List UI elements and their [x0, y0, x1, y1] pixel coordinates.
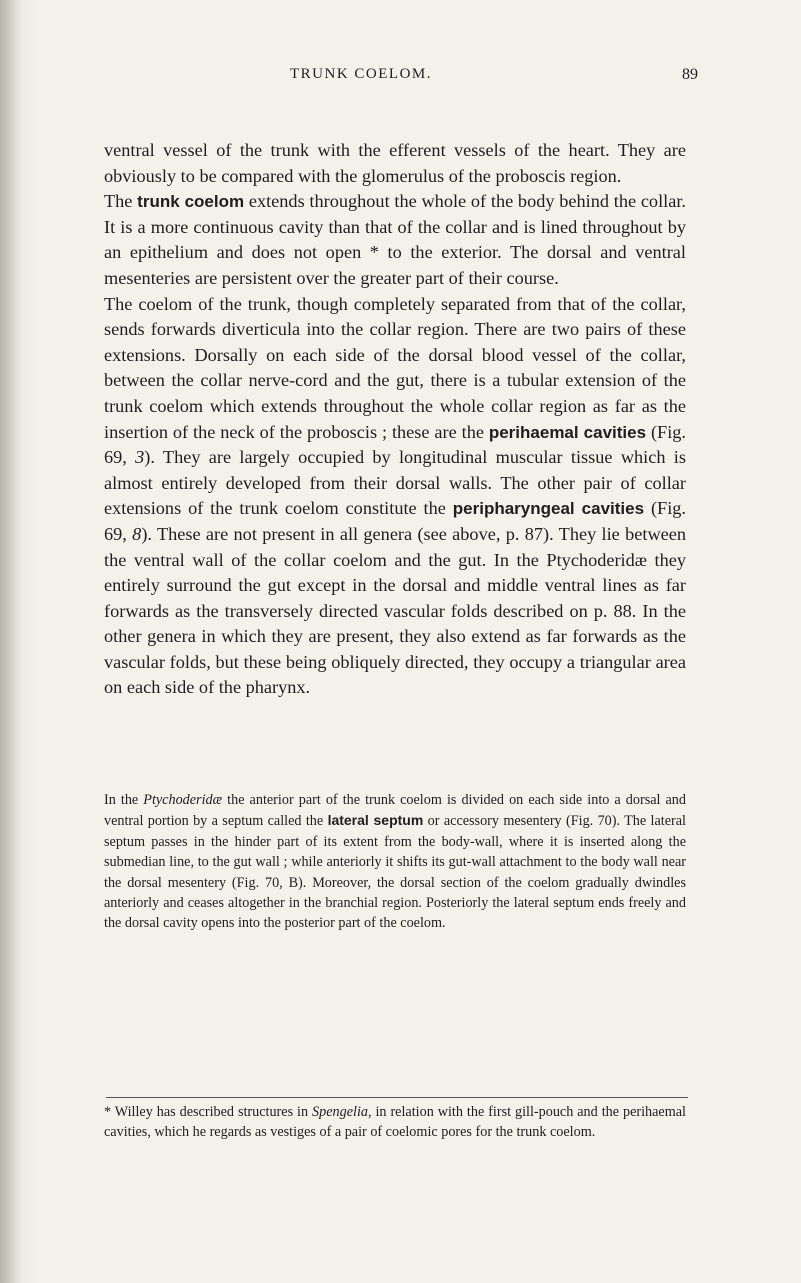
page-header: [0, 66, 801, 90]
footnote-divider: [106, 1097, 688, 1098]
term-lateral-septum: lateral septum: [327, 812, 424, 829]
paragraph-3-text-e: ). These are not present in all genera (see above, p. 87). They lie between the ventral wall of the collar coelom and the gut. In the Ptychoderidæ they entirely surround the gut except in the dorsal and middle ventral lines as far forwards as the transversely directed vascular folds described on p. 88. In the other genera in which they are present, they also extend as far forwards as the vascular folds, but these being obliquely directed, they occupy a triangular area on each side of the pharynx.: [104, 523, 687, 698]
small-print-section: [104, 790, 686, 934]
paragraph-1: ventral vessel of the trunk with the efferent vessels of the heart. They are obviously to be compared with the glomerulus of the proboscis region.: [104, 140, 686, 186]
binding-shadow: [0, 0, 22, 1283]
taxon-name: Ptychoderidæ: [143, 792, 223, 808]
figure-ref-3: 3: [135, 447, 145, 468]
term-perihaemal-cavities: perihaemal cavities: [488, 422, 647, 442]
small-text-c: or accessory mesentery (Fig. 70). The lateral septum passes in the hinder part of its extent from the body-wall, where it is inserted along the submedian line, to the gut wall ; while anteriorly it shifts its gut-wall attachment to the body wall near the dorsal mesentery (Fig. 70, B). Moreover, the dorsal section of the coelom gradually dwindles anteriorly and ceases altogether in the branchial region. Posteriorly the lateral septum ends freely and the dorsal cavity opens into the posterior part of the coelom.: [104, 813, 686, 932]
paragraph-2: [104, 189, 686, 291]
paragraph-3-text-b: (Fig. 69,: [104, 421, 686, 468]
paragraph-2-text-b: extends throughout the whole of the body behind the collar. It is a more continuous cavity than that of the collar and is lined throughout by an epithelium and does not open * to the exterior. The dorsal and ventral mesenteries are persistent over the greater part of their course.: [104, 191, 686, 288]
small-text-a: In the: [104, 792, 144, 808]
paragraph-3-text-d: (Fig. 69,: [104, 498, 686, 544]
term-trunk-coelom: trunk coelom: [137, 192, 245, 212]
footnote-paragraph: [104, 1102, 686, 1143]
paragraph-3: [104, 292, 686, 702]
main-text: [104, 138, 686, 701]
figure-ref-8: 8: [132, 523, 142, 544]
term-peripharyngeal-cavities: peripharyngeal cavities: [452, 499, 645, 519]
small-paragraph: [104, 790, 686, 934]
footnote-text-a: * Willey has described structures in: [104, 1104, 313, 1120]
page-number: 89: [682, 66, 698, 83]
running-title: TRUNK COELOM.: [290, 66, 432, 82]
paragraph-2-text-a: The: [104, 191, 138, 212]
small-text-b: the anterior part of the trunk coelom is divided on each side into a dorsal and ventral portion by a septum called the: [104, 792, 686, 830]
paragraph-3-text-c: ). They are largely occupied by longitudinal muscular tissue which is almost entirely developed from their dorsal walls. The other pair of collar extensions of the trunk coelom constitute the: [104, 447, 687, 519]
genus-name: Spengelia: [312, 1104, 368, 1120]
footnote: [104, 1102, 686, 1143]
footnote-text-b: , in relation with the first gill-pouch and the perihaemal cavities, which he regards as vestiges of a pair of coelomic pores for the trunk coelom.: [104, 1104, 686, 1141]
paragraph-3-text-a: The coelom of the trunk, though completely separated from that of the collar, sends forwards diverticula into the collar region. There are two pairs of these extensions. Dorsally on each side of the dorsal blood vessel of the collar, between the collar nerve-cord and the gut, there is a tubular extension of the trunk coelom which extends throughout the whole collar region as far as the insertion of the neck of the proboscis ; these are the: [104, 293, 686, 442]
